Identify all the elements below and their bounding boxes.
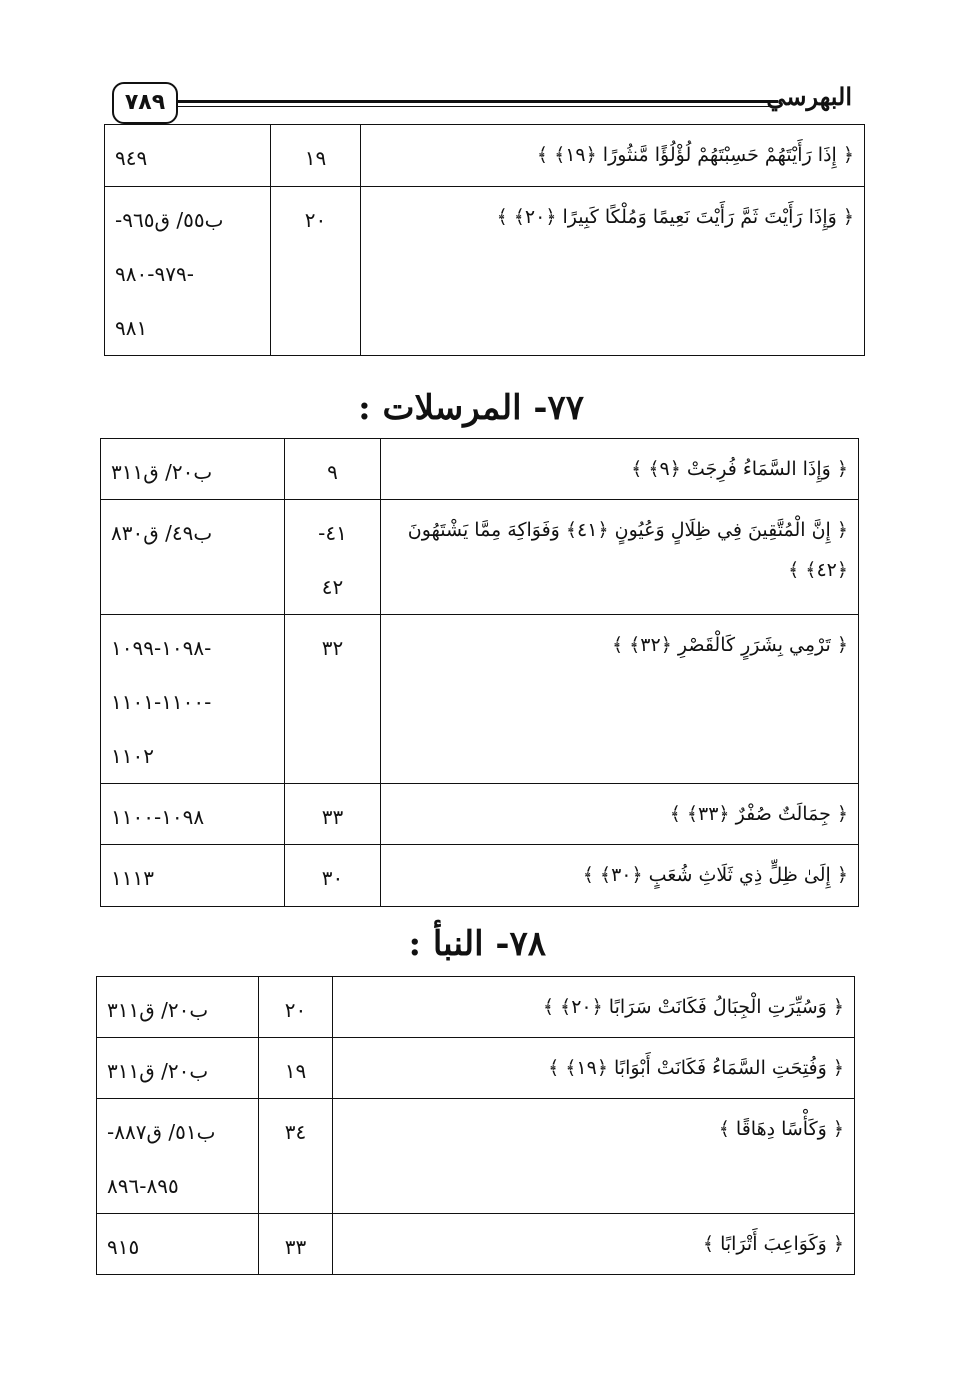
- aya-number: ٣٣: [285, 784, 381, 845]
- verse-cell: ﴿ تَرْمِي بِشَرَرٍ كَالْقَصْرِ ﴿٣٢﴾ ﴾: [381, 615, 859, 784]
- table-row: [101, 615, 859, 784]
- verse-cell: ﴿ جِمَالَتٌ صُفْرٌ ﴿٣٣﴾ ﴾: [381, 784, 859, 845]
- page-refs: [101, 500, 285, 615]
- verse-cell: ﴿ وَفُتِحَتِ السَّمَاءُ فَكَانَتْ أَبْوَابًا ﴿١٩﴾ ﴾: [333, 1038, 855, 1099]
- page-refs: [97, 1214, 259, 1275]
- page-refs: [105, 125, 271, 187]
- page-refs: [97, 1099, 259, 1214]
- page-refs: [97, 977, 259, 1038]
- table-continuation: [104, 124, 865, 356]
- page-refs: [105, 187, 271, 356]
- page-ref: -١٠٩٨-١٠٩٩: [111, 636, 212, 660]
- page-header: [112, 82, 852, 126]
- aya-number: ٣٤: [259, 1099, 333, 1214]
- running-title: البهرسي: [766, 82, 852, 111]
- page-refs: [101, 615, 285, 784]
- table-row: [105, 125, 865, 187]
- page-refs: [101, 845, 285, 907]
- verse-cell: ﴿ وَسُيِّرَتِ الْجِبَالُ فَكَانَتْ سَرَابًا ﴿٢٠﴾ ﴾: [333, 977, 855, 1038]
- page-ref: ب٢٠/ ق٣١١: [111, 460, 213, 484]
- table-surah-78: [96, 976, 855, 1275]
- page-ref: ١١٠٢: [111, 744, 154, 768]
- page-ref: ١١١٣: [111, 866, 154, 890]
- page-number: ٧٨٩: [112, 82, 178, 124]
- aya-number: ٣٠: [285, 845, 381, 907]
- header-rule: [178, 100, 778, 103]
- table-row: [97, 977, 855, 1038]
- aya-part: ٤١-: [318, 521, 347, 545]
- aya-number: ١٩: [259, 1038, 333, 1099]
- aya-part: ٤٢: [321, 575, 344, 599]
- page-ref: ١٠٩٨-١١٠٠: [111, 805, 205, 829]
- verse-cell: ﴿ وَكَأْسًا دِهَاقًا ﴾: [333, 1099, 855, 1214]
- verse-cell: ﴿ وَإِذَا السَّمَاءُ فُرِجَتْ ﴿٩﴾ ﴾: [381, 439, 859, 500]
- table-row: [101, 500, 859, 615]
- aya-number: ٢٠: [271, 187, 361, 356]
- table-row: [101, 439, 859, 500]
- aya-number: ٢٠: [259, 977, 333, 1038]
- aya-number: ٣٣: [259, 1214, 333, 1275]
- page-refs: [101, 784, 285, 845]
- verse-cell: ﴿ وَكَوَاعِبَ أَتْرَابًا ﴾: [333, 1214, 855, 1275]
- page-ref: ٩١٥: [107, 1235, 140, 1259]
- page-ref: ب٤٩/ ق٨٣٠: [111, 521, 213, 545]
- table-row: [97, 1214, 855, 1275]
- aya-number: ٣٢: [285, 615, 381, 784]
- verse-cell: ﴿ وَإِذَا رَأَيْتَ ثَمَّ رَأَيْتَ نَعِيمًا وَمُلْكًا كَبِيرًا ﴿٢٠﴾ ﴾: [361, 187, 865, 356]
- table-row: [97, 1099, 855, 1214]
- verse-cell: ﴿ إِنَّ الْمُتَّقِينَ فِي ظِلَالٍ وَعُيُونٍ ﴿٤١﴾ وَفَوَاكِهَ مِمَّا يَشْتَهُونَ ﴿٤٢﴾ ﴾: [381, 500, 859, 615]
- page-ref: -٩٧٩-٩٨٠: [115, 262, 194, 286]
- page-ref: ب٥٥/ ق٩٦٥-: [115, 208, 224, 232]
- surah-heading-78: ٧٨- النبأ :: [408, 924, 546, 964]
- verse-cell: ﴿ إِذَا رَأَيْتَهُمْ حَسِبْتَهُمْ لُؤْلُؤًا مَّنثُورًا ﴿١٩﴾ ﴾: [361, 125, 865, 187]
- table-row: [101, 784, 859, 845]
- aya-number: ٩: [285, 439, 381, 500]
- table-row: [97, 1038, 855, 1099]
- aya-number: ١٩: [271, 125, 361, 187]
- verse-cell: ﴿ إِلَىٰ ظِلٍّ ذِي ثَلَاثِ شُعَبٍ ﴿٣٠﴾ ﴾: [381, 845, 859, 907]
- surah-heading-77: ٧٧- المرسلات :: [358, 388, 584, 428]
- page-ref: -١١٠٠-١١٠١: [111, 690, 212, 714]
- table-surah-77: [100, 438, 859, 907]
- page-ref: ٨٩٥-٨٩٦: [107, 1174, 179, 1198]
- page-refs: [97, 1038, 259, 1099]
- page-ref: ٩٤٩: [115, 146, 148, 170]
- page-ref: ب٥١/ ق٨٨٧-: [107, 1120, 216, 1144]
- page-ref: ب٢٠/ ق٣١١: [107, 1059, 209, 1083]
- aya-number: [285, 500, 381, 615]
- page-refs: [101, 439, 285, 500]
- page-ref: ٩٨١: [115, 316, 148, 340]
- table-row: [101, 845, 859, 907]
- table-row: [105, 187, 865, 356]
- page-ref: ب٢٠/ ق٣١١: [107, 998, 209, 1022]
- header-rule-thin: [178, 106, 778, 107]
